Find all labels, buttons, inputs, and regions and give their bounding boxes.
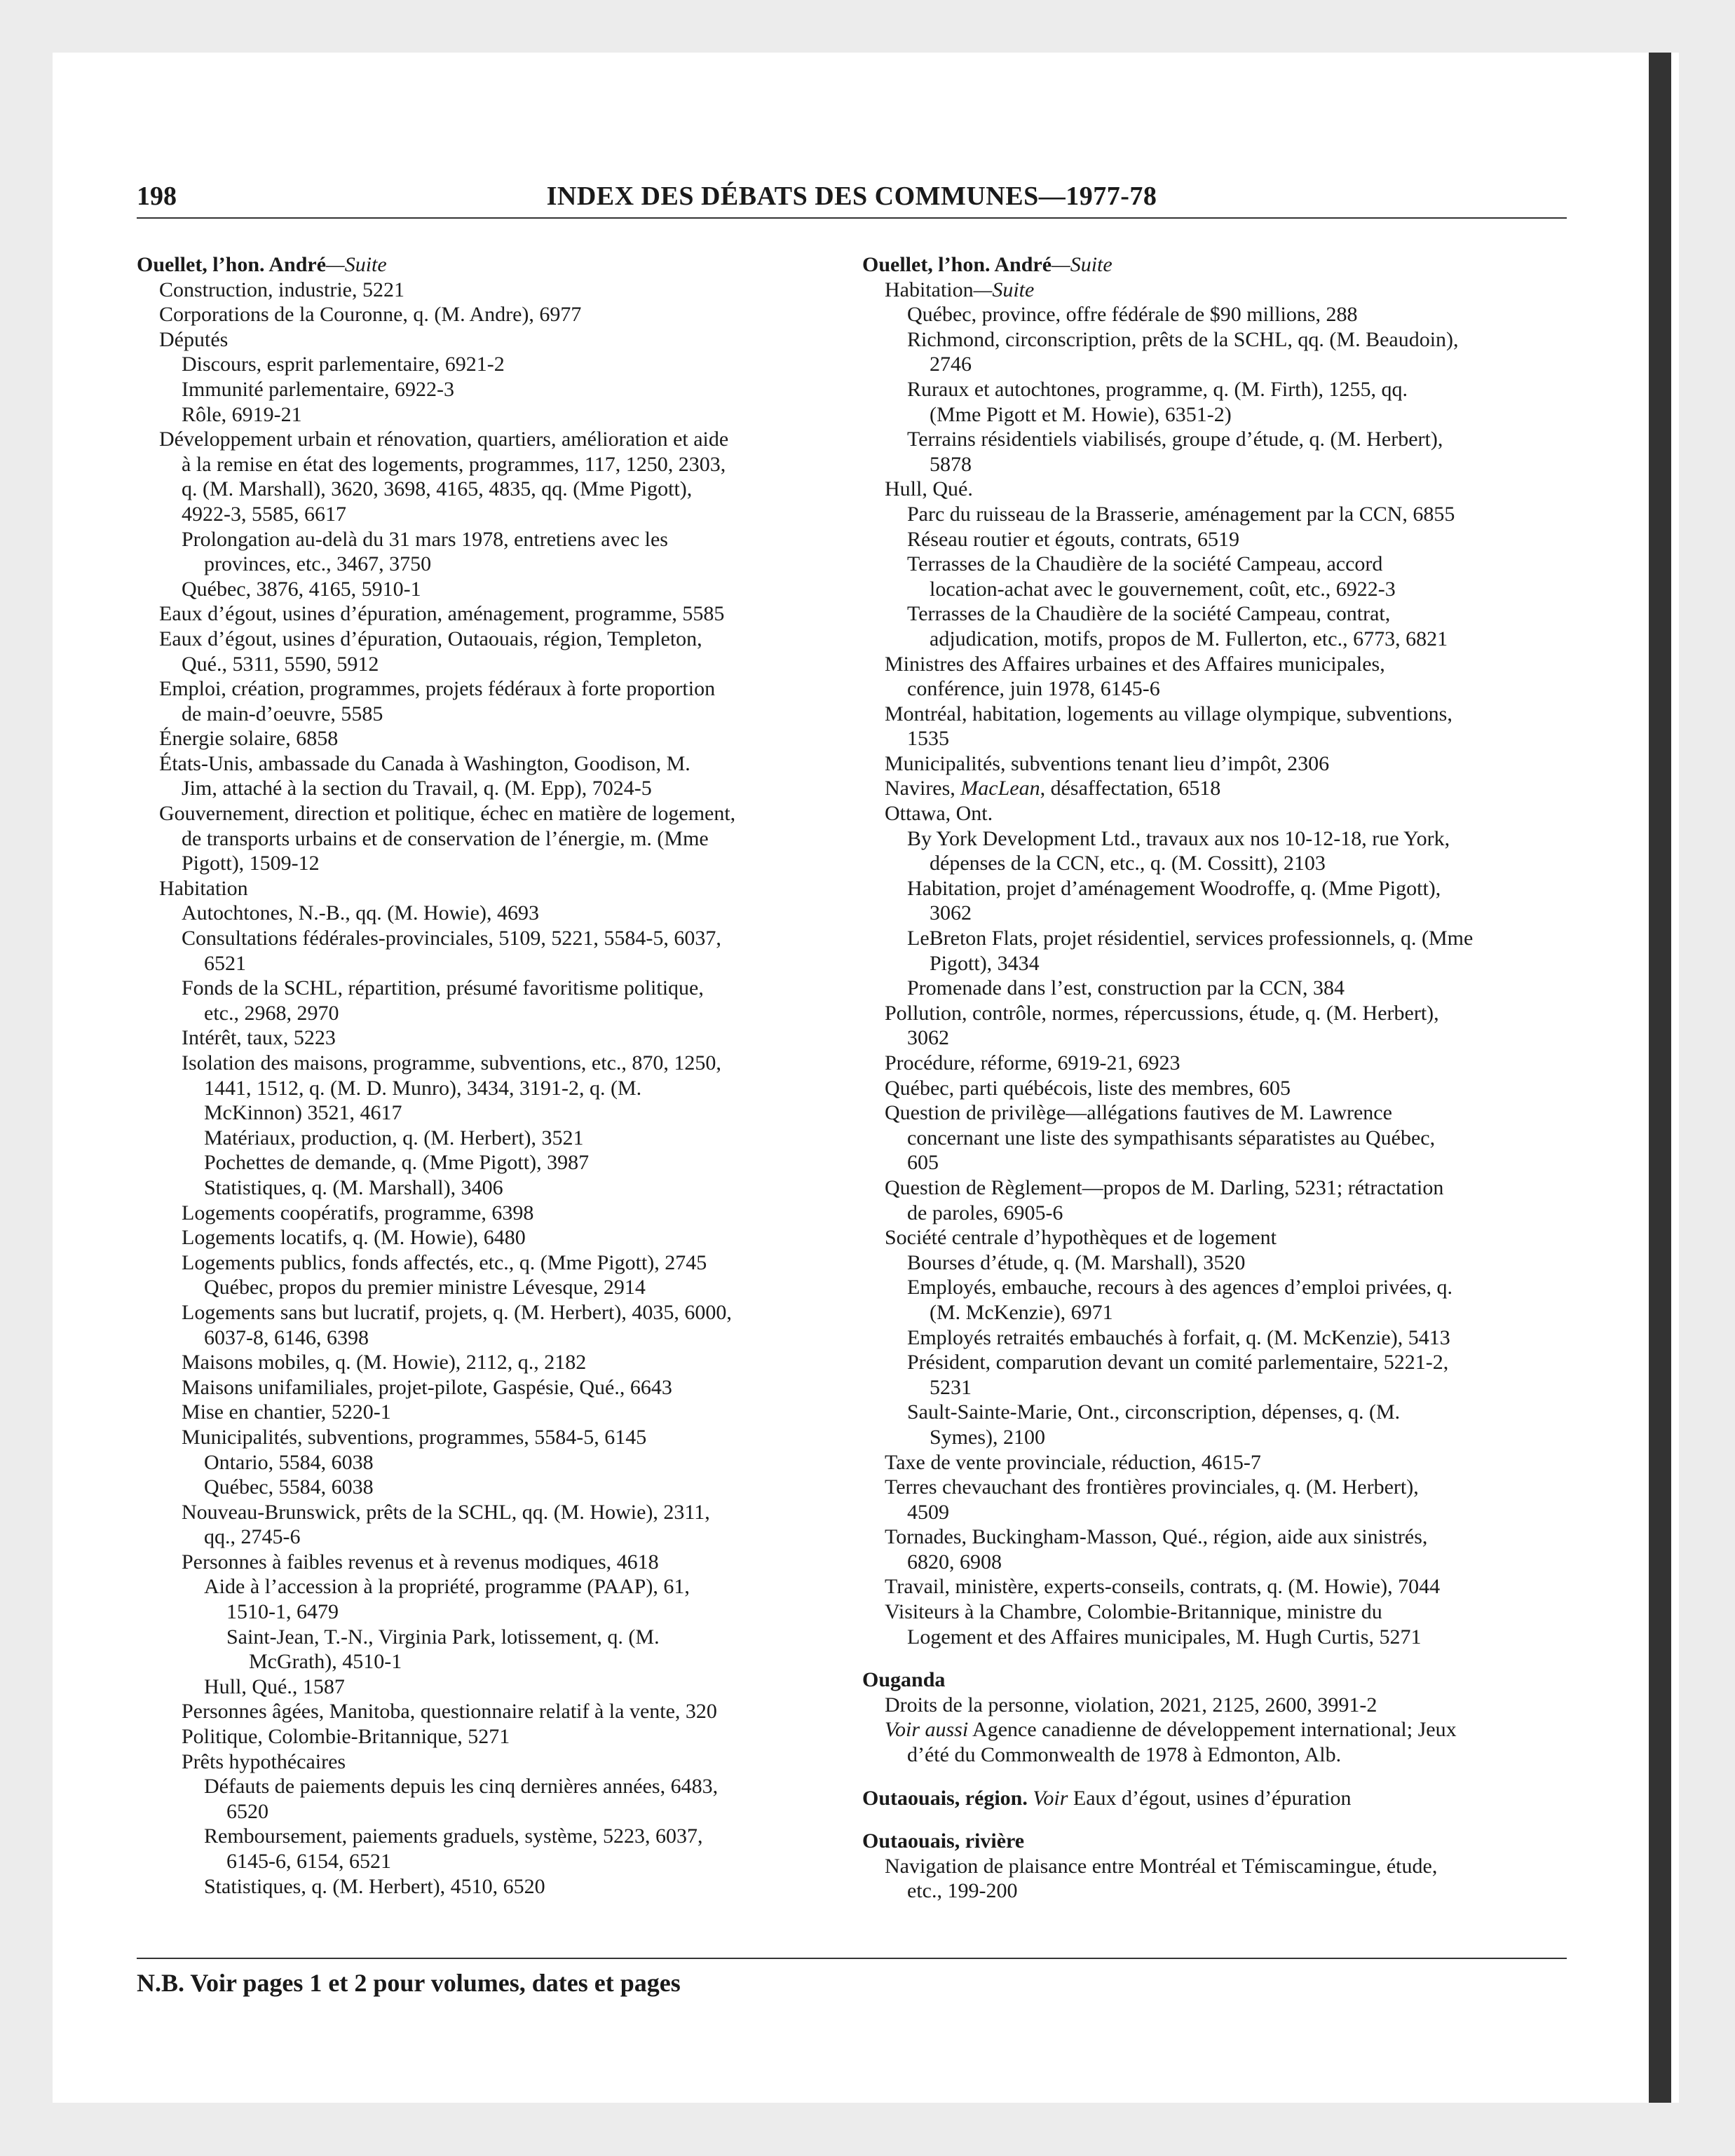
index-entry: Québec, province, offre fédérale de $90 millions, 288 <box>907 303 1358 327</box>
index-entry: Droits de la personne, violation, 2021, 2125, 2600, 3991-2 <box>885 1693 1377 1717</box>
index-entry: Logements publics, fonds affectés, etc., q. (Mme Pigott), 2745 <box>182 1250 707 1274</box>
index-entry: Développement urbain et rénovation, quartiers, amélioration et aide à la remise en état des logements, programmes, 117, 1250, 2303, q. (M. Marshall), 3620, 3698, 4165, 4835, qq. (Mme Pigott), 4922-3, 5585, 6617 <box>159 428 729 526</box>
index-entry: Députés <box>159 327 229 351</box>
index-entry: Tornades, Buckingham-Masson, Qué., région, aide aux sinistrés, 6820, 6908 <box>885 1525 1428 1574</box>
index-entry: Québec, propos du premier ministre Lévesque, 2914 <box>204 1276 646 1299</box>
index-entry: By York Development Ltd., travaux aux nos 10-12-18, rue York, dépenses de la CCN, etc., q. (M. Cossitt), 2103 <box>907 826 1450 875</box>
index-entry: Gouvernement, direction et politique, échec en matière de logement, de transports urbains et de conservation de l’énergie, m. (Mme Pigott), 1509-12 <box>159 802 736 875</box>
index-entry: Immunité parlementaire, 6922-3 <box>182 377 455 401</box>
index-entry: Habitation <box>159 876 248 900</box>
page-header <box>137 181 1567 216</box>
index-entry: Ontario, 5584, 6038 <box>204 1450 374 1474</box>
index-heading: Ouganda <box>862 1668 946 1692</box>
index-entry: Fonds de la SCHL, répartition, présumé favoritisme politique, etc., 2968, 2970 <box>182 976 704 1025</box>
index-entry: Ottawa, Ont. <box>885 802 993 826</box>
index-entry: Terrains résidentiels viabilisés, groupe d’étude, q. (M. Herbert), 5878 <box>907 428 1443 476</box>
index-entry: Habitation, projet d’aménagement Woodroffe, q. (Mme Pigott), 3062 <box>907 876 1441 925</box>
index-entry: Autochtones, N.-B., qq. (M. Howie), 4693 <box>182 901 539 925</box>
index-entry: Taxe de vente provinciale, réduction, 4615-7 <box>885 1450 1261 1474</box>
index-entry: États-Unis, ambassade du Canada à Washington, Goodison, M. Jim, attaché à la section du Travail, q. (M. Epp), 7024-5 <box>159 751 690 800</box>
index-entry: Société centrale d’hypothèques et de logement <box>885 1226 1277 1250</box>
binding-edge <box>1649 53 1671 2103</box>
index-entry: Terres chevauchant des frontières provinciales, q. (M. Herbert), 4509 <box>885 1475 1419 1524</box>
index-entry: Prolongation au-delà du 31 mars 1978, entretiens avec les provinces, etc., 3467, 3750 <box>182 527 668 576</box>
index-entry: Terrasses de la Chaudière de la société Campeau, contrat, adjudication, motifs, propos de M. Fullerton, etc., 6773, 6821 <box>907 602 1448 650</box>
index-entry: Discours, esprit parlementaire, 6921-2 <box>182 353 505 376</box>
index-entry: Remboursement, paiements graduels, système, 5223, 6037, 6145-6, 6154, 6521 <box>204 1824 703 1873</box>
index-entry: Matériaux, production, q. (M. Herbert), 3521 <box>204 1126 584 1149</box>
index-entry: Québec, parti québécois, liste des membres, 605 <box>885 1076 1291 1100</box>
index-entry: Réseau routier et égouts, contrats, 6519 <box>907 527 1240 551</box>
index-entry: Énergie solaire, 6858 <box>159 727 339 751</box>
index-heading: Outaouais, rivière <box>862 1829 1025 1853</box>
right-column <box>862 252 1570 1904</box>
index-entry: Parc du ruisseau de la Brasserie, aménagement par la CCN, 6855 <box>907 502 1455 526</box>
index-entry: Municipalités, subventions, programmes, 5584-5, 6145 <box>182 1425 647 1449</box>
index-entry: Visiteurs à la Chambre, Colombie-Britannique, ministre du Logement et des Affaires municipales, M. Hugh Curtis, 5271 <box>885 1600 1422 1649</box>
index-entry: Mise en chantier, 5220-1 <box>182 1400 391 1424</box>
index-entry: Québec, 5584, 6038 <box>204 1475 374 1499</box>
index-entry: Eaux d’égout, usines d’épuration, Outaouais, région, Templeton, Qué., 5311, 5590, 5912 <box>159 627 702 676</box>
index-entry: Intérêt, taux, 5223 <box>182 1026 336 1050</box>
index-entry: Personnes à faibles revenus et à revenus modiques, 4618 <box>182 1550 659 1574</box>
footer-rule <box>137 1958 1567 1959</box>
index-entry: Voir aussi Agence canadienne de développement international; Jeux d’été du Commonwealth de 1978 à Edmonton, Alb. <box>885 1718 1457 1767</box>
index-entry: Québec, 3876, 4165, 5910-1 <box>182 577 421 601</box>
index-entry: Terrasses de la Chaudière de la société Campeau, accord location-achat avec le gouvernement, coût, etc., 6922-3 <box>907 552 1396 601</box>
index-entry: Logements locatifs, q. (M. Howie), 6480 <box>182 1226 526 1250</box>
index-entry: Richmond, circonscription, prêts de la SCHL, qq. (M. Beaudoin), 2746 <box>907 327 1459 376</box>
page-title: INDEX DES DÉBATS DES COMMUNES—1977-78 <box>546 182 1157 211</box>
index-entry: Nouveau-Brunswick, prêts de la SCHL, qq. (M. Howie), 2311, qq., 2745-6 <box>182 1500 710 1549</box>
index-entry: Question de Règlement—propos de M. Darling, 5231; rétractation de paroles, 6905-6 <box>885 1175 1444 1224</box>
index-entry: Défauts de paiements depuis les cinq dernières années, 6483, 6520 <box>204 1775 719 1823</box>
index-entry: Statistiques, q. (M. Marshall), 3406 <box>204 1175 503 1199</box>
index-entry: Corporations de la Couronne, q. (M. Andre), 6977 <box>159 303 582 327</box>
index-entry: Employés, embauche, recours à des agences d’emploi privées, q. (M. McKenzie), 6971 <box>907 1276 1453 1324</box>
index-entry: Rôle, 6919-21 <box>182 402 302 426</box>
index-entry: Travail, ministère, experts-conseils, contrats, q. (M. Howie), 7044 <box>885 1575 1441 1599</box>
index-entry: Hull, Qué., 1587 <box>204 1674 345 1698</box>
index-entry: Montréal, habitation, logements au village olympique, subventions, 1535 <box>885 702 1452 751</box>
index-entry: Ruraux et autochtones, programme, q. (M. Firth), 1255, qq. (Mme Pigott et M. Howie), 6351-2) <box>907 377 1408 426</box>
index-entry: Personnes âgées, Manitoba, questionnaire relatif à la vente, 320 <box>182 1700 717 1724</box>
index-entry: Navires, MacLean, désaffectation, 6518 <box>885 777 1221 800</box>
index-entry: Ouellet, l’hon. André—Suite <box>137 253 387 276</box>
index-entry: Politique, Colombie-Britannique, 5271 <box>182 1725 510 1749</box>
index-entry: Construction, industrie, 5221 <box>159 278 404 301</box>
index-entry: Maisons unifamiliales, projet-pilote, Gaspésie, Qué., 6643 <box>182 1375 672 1399</box>
index-entry: Employés retraités embauchés à forfait, q. (M. McKenzie), 5413 <box>907 1325 1450 1349</box>
index-entry: Municipalités, subventions tenant lieu d’impôt, 2306 <box>885 751 1330 775</box>
index-entry: Saint-Jean, T.-N., Virginia Park, lotissement, q. (M. McGrath), 4510-1 <box>226 1625 660 1674</box>
index-entry: Promenade dans l’est, construction par la CCN, 384 <box>907 976 1345 1000</box>
index-entry: Habitation—Suite <box>885 278 1035 301</box>
index-entry: Logements sans but lucratif, projets, q. (M. Herbert), 4035, 6000, 6037-8, 6146, 6398 <box>182 1300 732 1349</box>
index-entry: Pollution, contrôle, normes, répercussions, étude, q. (M. Herbert), 3062 <box>885 1001 1439 1050</box>
left-column <box>137 252 845 1899</box>
index-entry: Isolation des maisons, programme, subventions, etc., 870, 1250, 1441, 1512, q. (M. D. Munro), 3434, 3191-2, q. (M. McKinnon) 3521, 4617 <box>182 1051 721 1125</box>
index-entry: Procédure, réforme, 6919-21, 6923 <box>885 1051 1181 1074</box>
index-entry: LeBreton Flats, projet résidentiel, services professionnels, q. (Mme Pigott), 3434 <box>907 927 1474 975</box>
index-entry: Aide à l’accession à la propriété, programme (PAAP), 61, 1510-1, 6479 <box>204 1575 690 1624</box>
index-entry: Logements coopératifs, programme, 6398 <box>182 1201 534 1224</box>
index-entry: Ministres des Affaires urbaines et des Affaires municipales, conférence, juin 1978, 6145-6 <box>885 652 1385 701</box>
index-entry: Maisons mobiles, q. (M. Howie), 2112, q., 2182 <box>182 1351 587 1374</box>
index-entry: Pochettes de demande, q. (Mme Pigott), 3987 <box>204 1151 590 1175</box>
index-entry: Navigation de plaisance entre Montréal et Témiscamingue, étude, etc., 199-200 <box>885 1854 1438 1903</box>
index-entry: Question de privilège—allégations fautives de M. Lawrence concernant une liste des sympathisants séparatistes au Québec, 605 <box>885 1101 1436 1175</box>
index-entry: Prêts hypothécaires <box>182 1749 346 1773</box>
index-entry: Statistiques, q. (M. Herbert), 4510, 6520 <box>204 1874 545 1898</box>
index-entry: Consultations fédérales-provinciales, 5109, 5221, 5584-5, 6037, 6521 <box>182 927 721 975</box>
index-entry: Hull, Qué. <box>885 477 973 501</box>
header-rule <box>137 217 1567 219</box>
index-entry: Emploi, création, programmes, projets fédéraux à forte proportion de main-d’oeuvre, 5585 <box>159 677 716 725</box>
index-entry: Bourses d’étude, q. (M. Marshall), 3520 <box>907 1250 1246 1274</box>
index-entry: Président, comparution devant un comité parlementaire, 5221-2, 5231 <box>907 1351 1449 1399</box>
index-entry: Sault-Sainte-Marie, Ont., circonscription, dépenses, q. (M. Symes), 2100 <box>907 1400 1401 1449</box>
index-heading: Outaouais, région. Voir Eaux d’égout, usines d’épuration <box>862 1786 1352 1810</box>
index-entry: Ouellet, l’hon. André—Suite <box>862 253 1113 276</box>
page-number: 198 <box>137 182 177 211</box>
index-entry: Eaux d’égout, usines d’épuration, aménagement, programme, 5585 <box>159 602 725 626</box>
page-footer-note: N.B. Voir pages 1 et 2 pour volumes, dates et pages <box>137 1969 681 1997</box>
